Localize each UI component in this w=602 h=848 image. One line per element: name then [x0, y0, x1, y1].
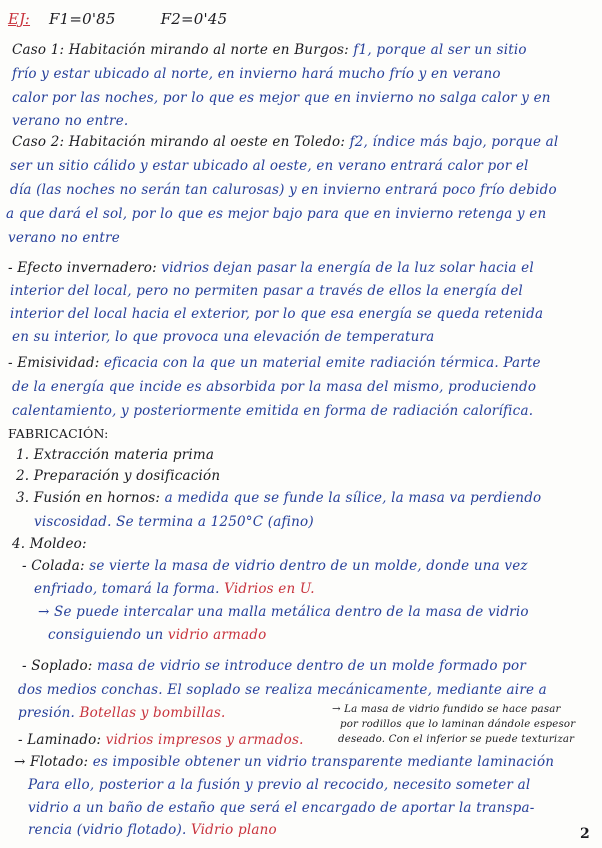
caso2-line-1: Caso 2: Habitación mirando al oeste en Toledo: f2, índice más bajo, porque al	[12, 134, 559, 150]
soplado-line-1: - Soplado: masa de vidrio se introduce dentro de un molde formado por	[22, 658, 526, 674]
example-label: EJ:	[8, 10, 31, 28]
flotado-line-3: vidrio a un baño de estaño que será el encargado de aportar la transpa-	[28, 800, 535, 816]
emisividad-line-3: calentamiento, y posteriormente emitida en forma de radiación calorífica.	[12, 403, 534, 419]
colada-line-2: enfriado, tomará la forma. Vidrios en U.	[34, 581, 315, 597]
caso2-line-3: día (las noches no serán tan calurosas) y en invierno entrará poco frío debido	[10, 182, 557, 198]
emisividad-line-1: - Emisividad: eficacia con la que un material emite radiación térmica. Parte	[8, 355, 541, 371]
caso2-line-5: verano no entre	[8, 230, 120, 246]
flotado-line-2: Para ello, posterior a la fusión y previo al recocido, necesito someter al	[28, 777, 531, 793]
efecto-line-1: - Efecto invernadero: vidrios dejan pasar la energía de la luz solar hacia el	[8, 260, 534, 276]
f2-value: F2=0'45	[160, 10, 228, 28]
caso2-line-2: ser un sitio cálido y estar ubicado al oeste, en verano entrará calor por el	[10, 158, 529, 174]
fabricacion-step-4: 4. Moldeo:	[12, 536, 87, 552]
laminado-note-line-1: → La masa de vidrio fundido se hace pasar	[332, 704, 561, 715]
colada-line-4: consiguiendo un vidrio armado	[48, 627, 267, 643]
soplado-line-2: dos medios conchas. El soplado se realiza mecánicamente, mediante aire a	[18, 682, 547, 698]
caso1-line-2: frío y estar ubicado al norte, en invierno hará mucho frío y en verano	[12, 66, 501, 82]
laminado-note-line-3: deseado. Con el inferior se puede texturizar	[338, 734, 575, 745]
efecto-line-2: interior del local, pero no permiten pasar a través de ellos la energía del	[10, 283, 523, 299]
page-number: 2	[580, 826, 590, 842]
fabricacion-step-2: 2. Preparación y dosificación	[16, 468, 221, 484]
fabricacion-step-3-line-1: 3. Fusión en hornos: a medida que se funde la sílice, la masa va perdiendo	[16, 490, 542, 506]
caso1-line-3: calor por las noches, por lo que es mejor que en invierno no salga calor y en	[12, 90, 551, 106]
caso2-line-4: a que dará el sol, por lo que es mejor bajo para que en invierno retenga y en	[6, 206, 547, 222]
fabricacion-title: FABRICACIÓN:	[8, 426, 109, 441]
efecto-line-3: interior del local hacia el exterior, por lo que esa energía se queda retenida	[10, 306, 544, 322]
fabricacion-step-1: 1. Extracción materia prima	[16, 447, 215, 463]
f1-value: F1=0'85	[48, 10, 116, 28]
efecto-line-4: en su interior, lo que provoca una elevación de temperatura	[12, 329, 435, 345]
colada-line-1: - Colada: se vierte la masa de vidrio dentro de un molde, donde una vez	[22, 558, 528, 574]
caso1-line-1: Caso 1: Habitación mirando al norte en Burgos: f1, porque al ser un sitio	[12, 42, 527, 58]
flotado-line-1: → Flotado: es imposible obtener un vidrio transparente mediante laminación	[14, 754, 555, 770]
laminado-line: - Laminado: vidrios impresos y armados.	[18, 732, 304, 748]
caso1-line-4: verano no entre.	[12, 113, 129, 129]
fabricacion-step-3-line-2: viscosidad. Se termina a 1250°C (afino)	[34, 514, 314, 530]
flotado-line-4: rencia (vidrio flotado). Vidrio plano	[28, 822, 277, 838]
laminado-note-line-2: por rodillos que lo laminan dándole espesor	[340, 719, 576, 730]
soplado-line-3: presión. Botellas y bombillas.	[18, 705, 226, 721]
example-header	[8, 10, 227, 28]
colada-line-3: → Se puede intercalar una malla metálica dentro de la masa de vidrio	[38, 604, 529, 620]
emisividad-line-2: de la energía que incide es absorbida por la masa del mismo, produciendo	[12, 379, 537, 395]
